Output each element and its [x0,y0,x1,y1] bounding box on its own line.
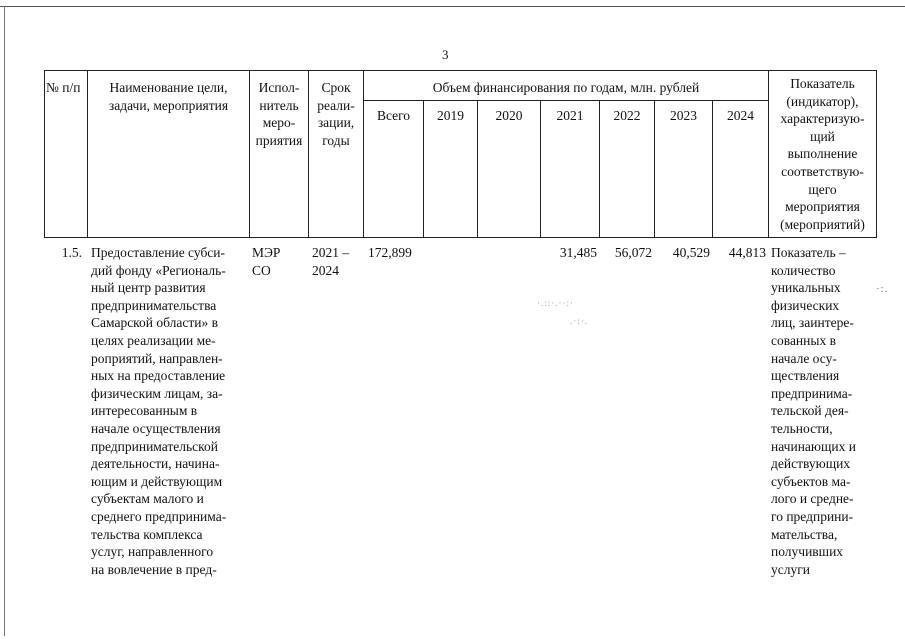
header-total: Всего [376,108,411,123]
scan-edge-top [0,6,905,7]
header-year-2022: 2022 [613,108,641,123]
header-number: № п/п [46,80,81,95]
scan-smudge: ·:. [876,283,889,295]
header-year-2024: 2024 [727,108,754,123]
row-value-2021: 31,485 [559,245,597,260]
scan-smudge: ·.::·.··:· [537,298,574,308]
header-year-2020: 2020 [495,108,523,123]
scan-smudge: .·:·. [570,316,588,326]
header-year-2023: 2023 [670,108,697,123]
header-executor: Испол- нитель меро- приятия [255,80,303,148]
row-total: 172,899 [368,245,412,260]
header-name: Наименование цели, задачи, мероприятия [108,80,229,113]
row-value-2024: 44,813 [728,245,766,260]
row-indicator: Показатель – количество уникальных физических лиц, заинтере- сованных в начале осу- ществления предпринима- тельской дея- тельности, начинающих и действующих субъектов ма- лого и средне- го предприни- мательства, получивших услуги [771,245,856,577]
row-value-2022: 56,072 [614,245,652,260]
header-year-2019: 2019 [437,108,464,123]
row-term: 2021 – 2024 [312,245,350,278]
scan-edge-left [4,6,5,636]
header-indicator: Показатель (индикатор), характеризую- щий выполнение соответствую- щего мероприятия (мероприятий) [780,76,865,232]
header-term: Срок реали- зации, годы [317,80,355,148]
row-name: Предоставление субси- дий фонду «Региональ- ный центр развития предпринимательства Самарской области» в целях реализации ме- роприятий, направлен- ных на предоставление физическим лицам, за- интересованным в начале осуществления предпринимательской деятельности, начина- ющим и действующим субъектам малого и среднего предпринима- тельства комплекса услуг, направленного на вовлечение в пред- [91,245,227,577]
row-value-2023: 40,529 [672,245,710,260]
page-number: 3 [442,47,449,62]
row-executor: МЭР СО [252,245,281,278]
header-funding: Объем финансирования по годам, млн. рублей [432,80,700,95]
row-number: 1.5. [61,245,82,260]
header-year-2021: 2021 [556,108,584,123]
